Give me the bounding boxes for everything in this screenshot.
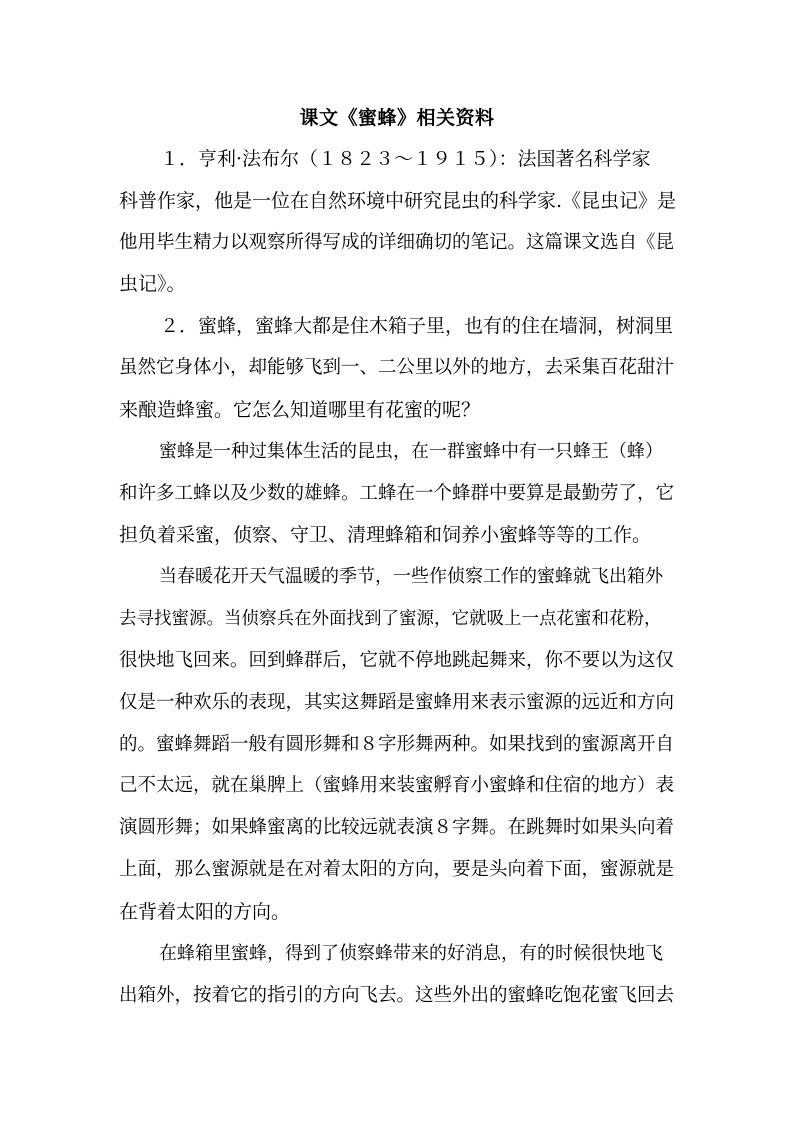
text-line: 来酿造蜂蜜。它怎么知道哪里有花蜜的呢？ <box>119 399 481 421</box>
text-line: 己不太远，就在巢脾上（蜜蜂用来装蜜孵育小蜜蜂和住宿的地方）表 <box>119 775 675 796</box>
text-line: 上面，那么蜜源就是在对着太阳的方向，要是头向着下面，蜜源就是 <box>119 859 675 880</box>
text-line: 演圆形舞；如果蜂蜜离的比较远就表演８字舞。在跳舞时如果头向着 <box>119 817 675 838</box>
document-title: 课文《蜜蜂》相关资料 <box>299 107 495 129</box>
text-line: 出箱外，按着它的指引的方向飞去。这些外出的蜜蜂吃饱花蜜飞回去 <box>119 985 675 1006</box>
text-line: 科普作家，他是一位在自然环境中研究昆虫的科学家.《昆虫记》是 <box>119 190 677 212</box>
text-line: 在背着太阳的方向。 <box>119 901 291 923</box>
text-line: ２．蜜蜂，蜜蜂大都是住木箱子里，也有的住在墙洞，树洞里 <box>160 315 674 337</box>
text-line: 去寻找蜜源。当侦察兵在外面找到了蜜源，它就吸上一点花蜜和花粉， <box>119 609 662 629</box>
text-line: 蜜蜂是一种过集体生活的昆虫，在一群蜜蜂中有一只蜂王（蜂） <box>159 441 663 462</box>
text-line: 担负着采蜜，侦察、守卫、清理蜂箱和饲养小蜜蜂等等的工作。 <box>119 524 652 546</box>
text-line: 仅是一种欢乐的表现，其实这舞蹈是蜜蜂用来表示蜜源的远近和方向 <box>119 692 675 713</box>
text-line: 当春暖花开天气温暖的季节，一些作侦察工作的蜜蜂就飞出箱外 <box>159 566 663 587</box>
text-line: 和许多工蜂以及少数的雄蜂。工蜂在一个蜂群中要算是最勤劳了，它 <box>119 483 675 504</box>
text-line: 很快地飞回来。回到蜂群后，它就不停地跳起舞来，你不要以为这仅 <box>119 650 675 671</box>
text-line: １．亨利·法布尔（１８２３～１９１５）：法国著名科学家 <box>160 148 651 170</box>
text-line: 在蜂箱里蜜蜂，得到了侦察蜂带来的好消息，有的时候很快地飞 <box>159 943 663 964</box>
text-line: 虫记》。 <box>119 273 186 295</box>
text-line: 的。蜜蜂舞蹈一般有圆形舞和８字形舞两种。如果找到的蜜源离开自 <box>119 734 675 755</box>
text-line: 虽然它身体小，却能够飞到一、二公里以外的地方，去采集百花甜汁 <box>119 357 675 378</box>
text-line: 他用毕生精力以观察所得写成的详细确切的笔记。这篇课文选自《昆 <box>119 232 675 253</box>
